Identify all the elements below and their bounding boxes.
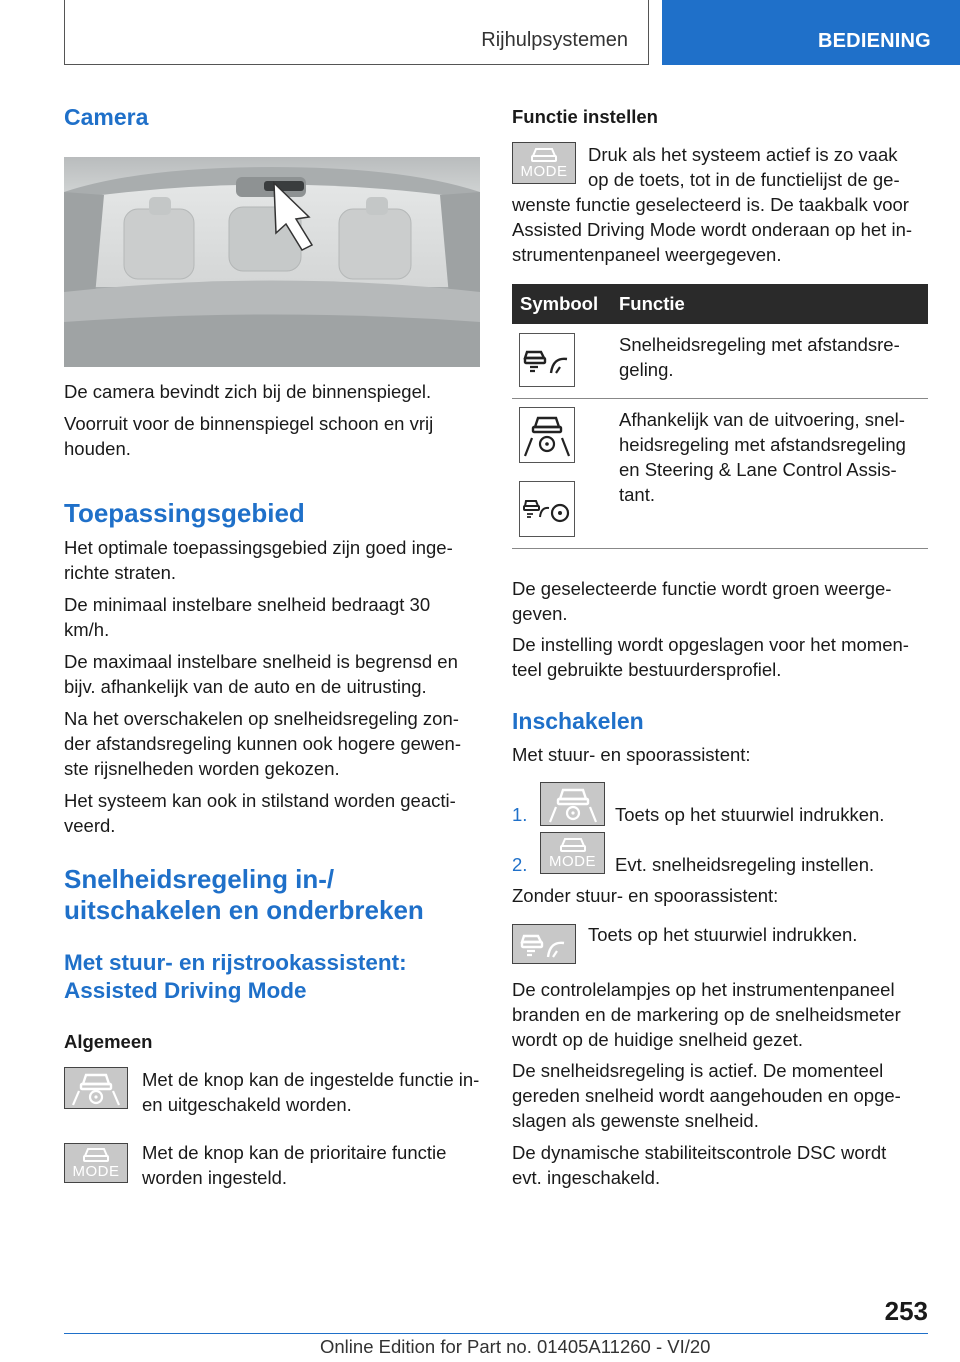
camera-clean-text: Voorruit voor de binnenspiegel schoon en vrij houden. (64, 413, 434, 459)
table-col-function: Functie (619, 293, 685, 314)
toepassing-text-4: Na het overschakelen op snelheidsregeling zon-der afstandsregeling kunnen ook hogere gewen-ste rijsnelheden worden gekozen. (64, 708, 462, 779)
cruise-button-image (512, 924, 576, 964)
inschakelen-heading: Inschakelen (512, 708, 644, 734)
table-bottom-divider (512, 548, 928, 549)
footer-edition: Online Edition for Part no. 01405A11260 - VI/20 (320, 1336, 711, 1357)
rear-view-camera-photo (64, 157, 480, 367)
controle-text: De controlelampjes op het instrumentenpaneel branden en de markering op de snelheidsmeter wordt op de huidige snelheid gezet. (512, 979, 901, 1050)
table-row-2-symbol-b (519, 481, 575, 537)
header-section-box (64, 0, 649, 65)
step-1-text: Toets op het stuurwiel indrukken. (615, 804, 885, 825)
assist-heading (64, 949, 480, 1005)
met-stuur-text: Met stuur- en spoorassistent: (512, 744, 751, 765)
car-steering-lane-icon (67, 1069, 125, 1107)
assist-button-image-step-1 (540, 782, 605, 826)
header-chapter-title: BEDIENING (818, 30, 931, 52)
algemeen-text-1: Met de knop kan de ingestelde functie in- en uitgeschakeld worden. (142, 1069, 480, 1115)
camera-location-text: De camera bevindt zich bij de binnenspiegel. (64, 381, 432, 402)
footer-divider (64, 1333, 928, 1334)
dsc-text: De dynamische stabiliteitscontrole DSC wordt evt. ingeschakeld. (512, 1142, 887, 1188)
cruise-steering-icon (522, 489, 572, 529)
algemeen-heading: Algemeen (64, 1031, 153, 1052)
assist-button-image (64, 1067, 128, 1109)
header-chapter-box (662, 0, 960, 65)
zonder-stuur-text: Zonder stuur- en spoorassistent: (512, 885, 779, 906)
toepassing-heading: Toepassingsgebied (64, 498, 305, 528)
assist-heading-line-2: Assisted Driving Mode (64, 978, 307, 1003)
header-section-title: Rijhulpsystemen (481, 29, 628, 51)
snelheid-heading-line-1: Snelheidsregeling in-/ (64, 864, 335, 894)
mode-button-image (64, 1143, 128, 1183)
cruise-distance-icon (523, 343, 571, 377)
mode-label: MODE (72, 1163, 120, 1180)
functie-heading: Functie instellen (512, 106, 658, 127)
algemeen-text-2: Met de knop kan de prioritaire functie worden ingesteld. (142, 1142, 447, 1188)
mode-button-image-step-2 (540, 832, 605, 874)
cruise-distance-icon (519, 927, 569, 961)
snelheid-heading-line-2: uitschakelen en onderbreken (64, 895, 424, 925)
table-row-1-symbol (519, 333, 575, 387)
step-1-number: 1. (512, 804, 528, 825)
table-col-symbol: Symbool (520, 293, 599, 314)
toepassing-text-3: De maximaal instelbare snelheid is begrensd en bijv. afhankelijk van de auto en de uitrusting. (64, 651, 458, 697)
table-row-2-function: Afhankelijk van de uitvoering, snel-heidsregeling met afstandsregeling en Steering & Lane Control Assis-tant. (619, 409, 906, 505)
camera-heading: Camera (64, 104, 149, 130)
page-number: 253 (884, 1296, 928, 1326)
table-row-2-symbol-a (519, 407, 575, 463)
car-steering-lane-icon (521, 412, 573, 458)
step-2-number: 2. (512, 854, 528, 875)
step-2-text: Evt. snelheidsregeling instellen. (615, 854, 875, 875)
functie-text-c: wenste functie geselecteerd is. De taakbalk voor Assisted Driving Mode wordt onderaan op het in-strumentenpaneel weergegeven. (512, 194, 913, 265)
zonder-button-text: Toets op het stuurwiel indrukken. (588, 924, 858, 945)
mode-label: MODE (520, 163, 568, 180)
selected-green-text: De geselecteerde functie wordt groen weerge-geven. (512, 578, 892, 624)
assist-heading-line-1: Met stuur- en rijstrookassistent: (64, 950, 407, 975)
functie-text-b: op de toets, tot in de functielijst de ge- (588, 169, 900, 190)
toepassing-text-1: Het optimale toepassingsgebied zijn goed inge-richte straten. (64, 537, 453, 583)
mode-button-image-2 (512, 142, 576, 184)
table-row-1-function: Snelheidsregeling met afstandsre-geling. (619, 334, 900, 380)
profile-saved-text: De instelling wordt opgeslagen voor het momen-teel gebruikte bestuurdersprofiel. (512, 634, 909, 680)
actief-text: De snelheidsregeling is actief. De momenteel gereden snelheid wordt aangehouden en opge-slagen als gewenste snelheid. (512, 1060, 901, 1131)
function-table-header (512, 284, 928, 324)
functie-text-a: Druk als het systeem actief is zo vaak (588, 144, 898, 165)
table-row-divider (512, 398, 928, 399)
snelheid-heading (64, 864, 480, 926)
mode-label: MODE (549, 853, 596, 870)
toepassing-text-5: Het systeem kan ook in stilstand worden geacti-veerd. (64, 790, 456, 836)
toepassing-text-2: De minimaal instelbare snelheid bedraagt 30 km/h. (64, 594, 431, 640)
car-steering-lane-icon (544, 784, 602, 824)
